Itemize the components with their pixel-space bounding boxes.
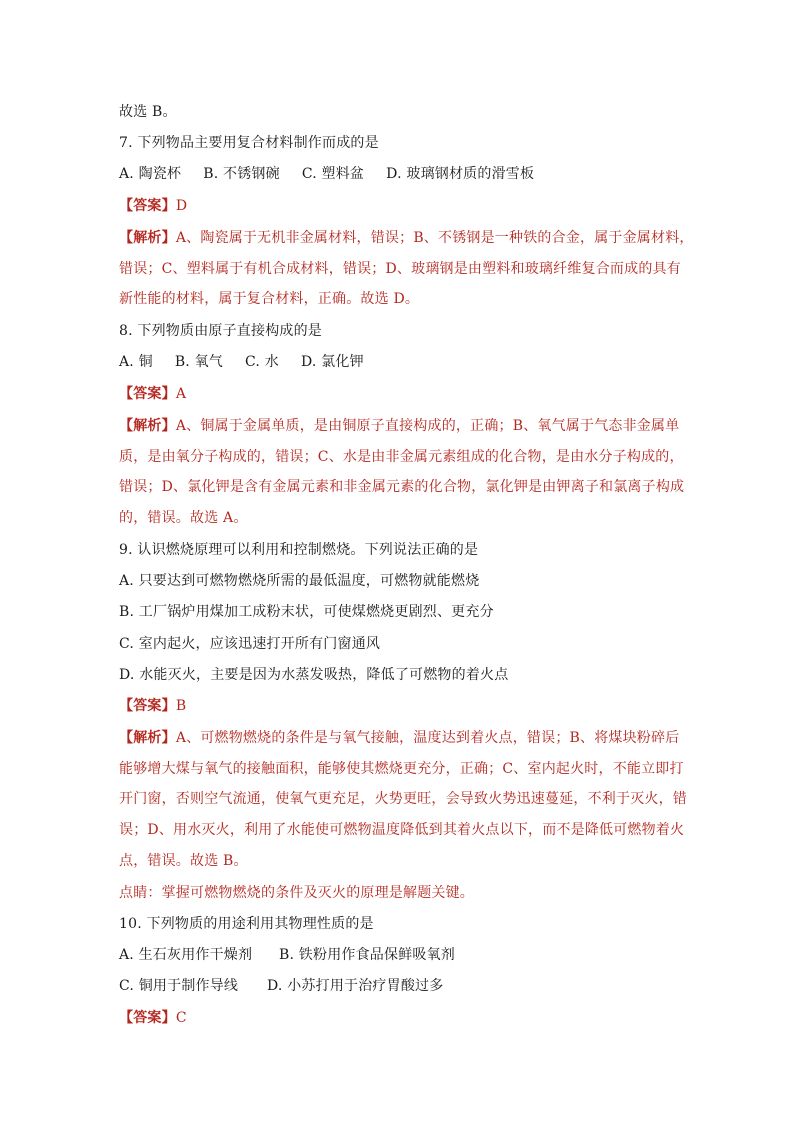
q10-options-row-2	[119, 976, 679, 996]
q10-stem: 10. 下列物质的用途利用其物理性质的是	[119, 916, 374, 932]
q9-analysis-line-2: 能够增大煤与氧气的接触面积，能够使其燃烧更充分，正确；C、室内起火时，不能立即打	[119, 761, 684, 777]
q8-option-c: C. 水	[245, 354, 279, 370]
q7-analysis-line-3: 新性能的材料，属于复合材料，正确。故选 D。	[119, 291, 420, 307]
analysis-tag: 【解析】	[119, 418, 176, 434]
q8-analysis-line-1	[119, 416, 679, 436]
q8-analysis-line-2: 质，是由氧分子构成的，错误；C、水是由非金属元素组成的化合物，是由水分子构成的，	[119, 449, 684, 465]
q8-stem: 8. 下列物质由原子直接构成的是	[119, 323, 323, 339]
q9-option-d: D. 水能灭火，主要是因为水蒸发吸热，降低了可燃物的着火点	[119, 667, 509, 683]
q7-option-a: A. 陶瓷杯	[119, 166, 182, 182]
q10-option-c: C. 铜用于制作导线	[119, 978, 239, 994]
answer-value: C	[175, 1010, 187, 1026]
q8-analysis-line-3: 错误；D、氯化钾是含有金属元素和非金属元素的化合物，氯化钾是由钾离子和氯离子构成	[119, 479, 685, 495]
answer-value: D	[175, 198, 188, 214]
q10-option-a: A. 生石灰用作干燥剂	[119, 947, 253, 963]
q10-options-row-1	[119, 945, 679, 965]
q10-option-d: D. 小苏打用于治疗胃酸过多	[267, 978, 444, 994]
q9-option-c: C. 室内起火，应该迅速打开所有门窗通风	[119, 636, 381, 652]
q7-options	[119, 164, 679, 184]
answer-tag: 【答案】	[119, 1010, 176, 1026]
q7-analysis-line-2: 错误；C、塑料属于有机合成材料，错误；D、玻璃钢是由塑料和玻璃纤维复合而成的具有	[119, 261, 681, 277]
answer-tag: 【答案】	[119, 386, 176, 402]
answer-value: A	[175, 386, 187, 402]
q10-option-b: B. 铁粉用作食品保鲜吸氧剂	[279, 947, 455, 963]
q9-option-a: A. 只要达到可燃物燃烧所需的最低温度，可燃物就能燃烧	[119, 573, 480, 589]
q7-analysis-line-1	[119, 228, 694, 248]
analysis-text: A、铜属于金属单质，是由铜原子直接构成的，正确；B、氧气属于气态非金属单	[175, 418, 680, 434]
q9-answer	[119, 696, 679, 716]
q7-option-c: C. 塑料盆	[301, 166, 365, 182]
q9-analysis-line-1	[119, 728, 679, 748]
answer-value: B	[175, 698, 187, 714]
answer-tag: 【答案】	[119, 698, 176, 714]
q8-option-a: A. 铜	[119, 354, 153, 370]
analysis-tag: 【解析】	[119, 230, 176, 246]
q9-analysis-line-5: 点，错误。故选 B。	[119, 853, 248, 869]
q7-answer	[119, 196, 679, 216]
q9-stem: 9. 认识燃烧原理可以利用和控制燃烧。下列说法正确的是	[119, 542, 479, 558]
analysis-tag: 【解析】	[119, 730, 176, 746]
analysis-text: A、可燃物燃烧的条件是与氧气接触，温度达到着火点，错误；B、将煤块粉碎后	[175, 730, 680, 746]
q8-analysis-line-4: 的，错误。故选 A。	[119, 510, 248, 526]
q10-answer	[119, 1008, 679, 1028]
answer-tag: 【答案】	[119, 198, 176, 214]
analysis-text: A、陶瓷属于无机非金属材料，错误；B、不锈钢是一种铁的合金，属于金属材料，	[175, 230, 694, 246]
q9-tip: 点睛：掌握可燃物燃烧的条件及灭火的原理是解题关键。	[119, 885, 474, 901]
q8-option-b: B. 氧气	[174, 354, 224, 370]
q8-option-d: D. 氯化钾	[300, 354, 364, 370]
q8-options	[119, 352, 679, 372]
q8-answer	[119, 384, 679, 404]
q9-option-b: B. 工厂锅炉用煤加工成粉末状，可使煤燃烧更剧烈、更充分	[119, 604, 494, 620]
q7-option-d: D. 玻璃钢材质的滑雪板	[386, 166, 535, 182]
q7-option-b: B. 不锈钢碗	[203, 166, 280, 182]
q9-analysis-line-3: 开门窗，否则空气流通，使氧气更充足，火势更旺，会导致火势迅速蔓延，不利于灭火，错	[119, 791, 687, 807]
q9-analysis-line-4: 误；D、用水灭火，利用了水能使可燃物温度降低到其着火点以下，而不是降低可燃物着火	[119, 822, 685, 838]
intro-line: 故选 B。	[119, 104, 177, 120]
q7-stem: 7. 下列物品主要用复合材料制作而成的是	[119, 135, 379, 151]
